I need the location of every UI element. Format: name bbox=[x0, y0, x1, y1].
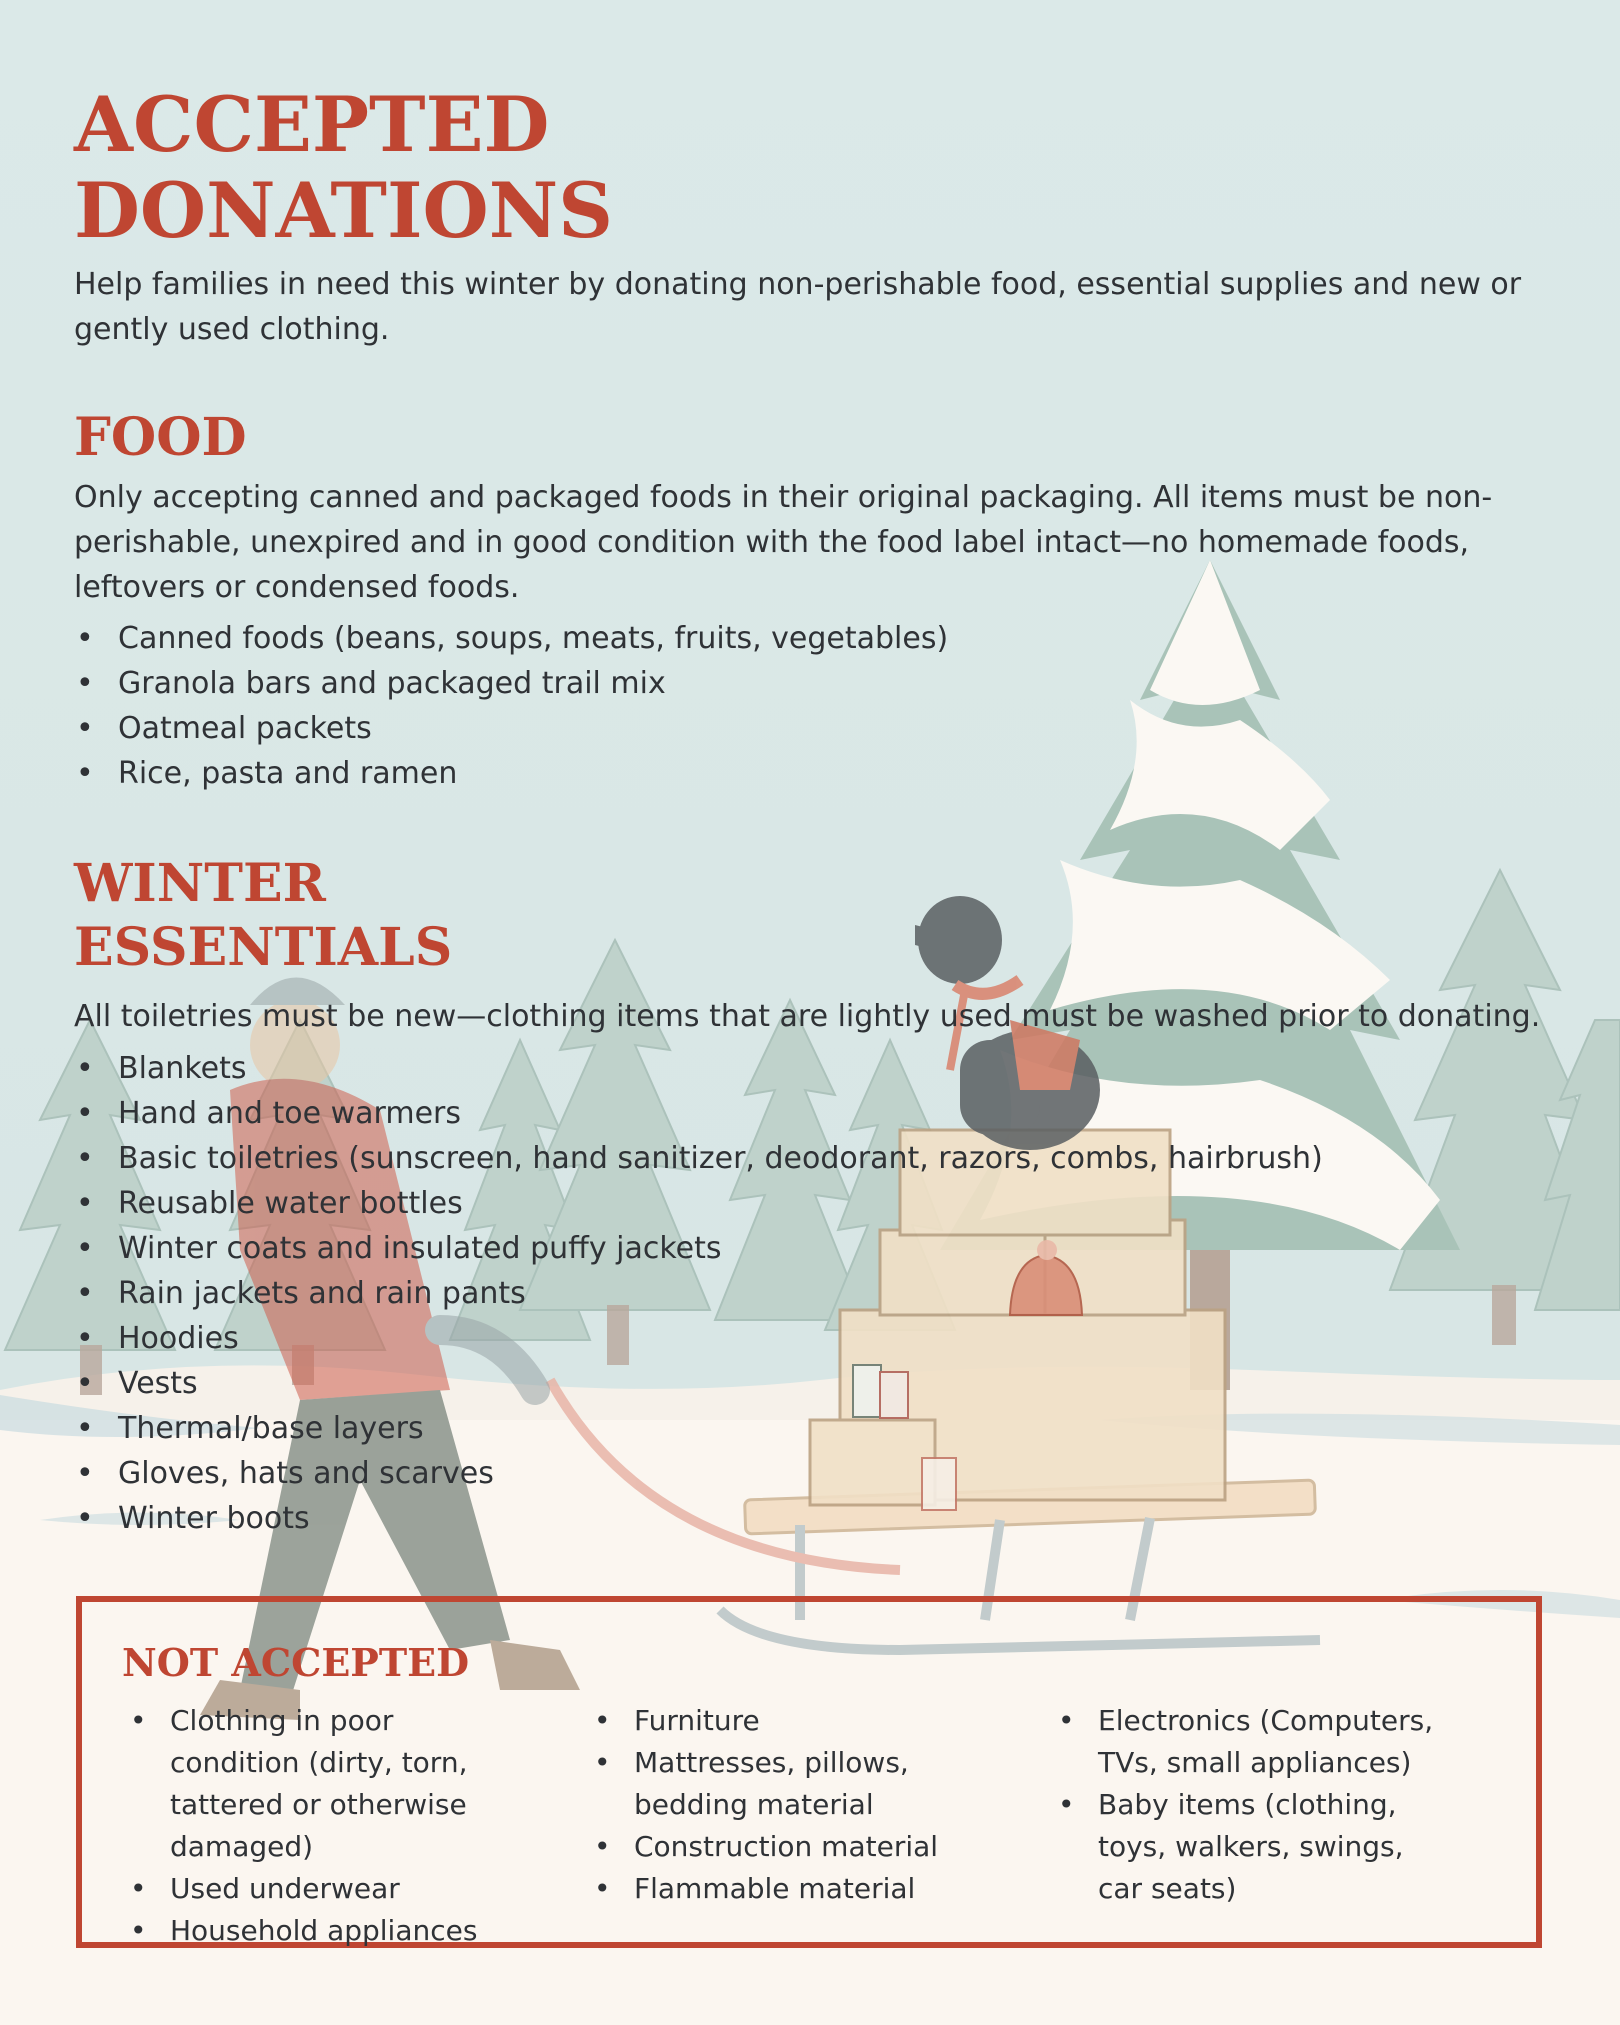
list-item: • Used underwear bbox=[126, 1868, 526, 1910]
list-item: • Winter boots bbox=[74, 1496, 1323, 1541]
food-heading: FOOD bbox=[74, 407, 247, 468]
not-accepted-column-3 bbox=[1054, 1700, 1454, 1910]
winter-heading-line1: WINTER bbox=[74, 853, 326, 914]
list-item: • Household appliances bbox=[126, 1910, 526, 1952]
list-item: • Winter coats and insulated puffy jackets bbox=[74, 1226, 1323, 1271]
list-item: • Hand and toe warmers bbox=[74, 1091, 1323, 1136]
page-title-line2: DONATIONS bbox=[74, 166, 614, 255]
list-item: • Basic toiletries (sunscreen, hand sanitizer, deodorant, razors, combs, hairbrush) bbox=[74, 1136, 1323, 1181]
list-item: • Granola bars and packaged trail mix bbox=[74, 661, 948, 706]
list-item: • Flammable material bbox=[590, 1868, 990, 1910]
food-list bbox=[74, 616, 948, 796]
not-accepted-heading: NOT ACCEPTED bbox=[122, 1640, 470, 1685]
list-item: • Furniture bbox=[590, 1700, 990, 1742]
list-item: • Hoodies bbox=[74, 1316, 1323, 1361]
list-item: • Gloves, hats and scarves bbox=[74, 1451, 1323, 1496]
winter-list bbox=[74, 1046, 1323, 1541]
food-description: Only accepting canned and packaged foods in their original packaging. All items must be non-perishable, unexpired and in good condition with the food label intact—no homemade foods, leftovers or condensed foods. bbox=[74, 480, 1493, 605]
winter-heading-line2: ESSENTIALS bbox=[74, 917, 453, 978]
page-title-line1: ACCEPTED bbox=[74, 80, 550, 169]
list-item: • Rain jackets and rain pants bbox=[74, 1271, 1323, 1316]
not-accepted-column-1 bbox=[126, 1700, 526, 1952]
list-item: • Canned foods (beans, soups, meats, fruits, vegetables) bbox=[74, 616, 948, 661]
list-item: • Oatmeal packets bbox=[74, 706, 948, 751]
list-item: • Blankets bbox=[74, 1046, 1323, 1091]
list-item: • Reusable water bottles bbox=[74, 1181, 1323, 1226]
list-item: • Thermal/base layers bbox=[74, 1406, 1323, 1451]
list-item: • Construction material bbox=[590, 1826, 990, 1868]
list-item: • Rice, pasta and ramen bbox=[74, 751, 948, 796]
intro-text: Help families in need this winter by donating non-perishable food, essential supplies and new or gently used clothing. bbox=[74, 267, 1522, 347]
winter-essentials-heading bbox=[74, 852, 774, 980]
list-item: • Mattresses, pillows, bedding material bbox=[590, 1742, 990, 1826]
list-item: • Clothing in poor condition (dirty, torn, tattered or otherwise damaged) bbox=[126, 1700, 526, 1868]
not-accepted-column-2 bbox=[590, 1700, 990, 1910]
list-item: • Vests bbox=[74, 1361, 1323, 1406]
page-title bbox=[74, 82, 974, 254]
list-item: • Electronics (Computers, TVs, small appliances) bbox=[1054, 1700, 1454, 1784]
list-item: • Baby items (clothing, toys, walkers, swings, car seats) bbox=[1054, 1784, 1454, 1910]
winter-description: All toiletries must be new—clothing items that are lightly used must be washed prior to donating. bbox=[74, 999, 1541, 1034]
